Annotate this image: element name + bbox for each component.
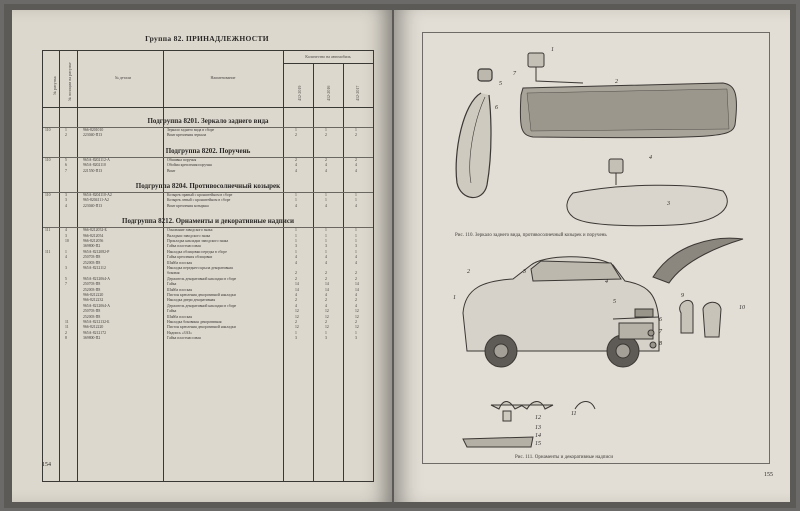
cell-qty-3: 4 (355, 260, 357, 265)
cell-pos: 10 (65, 239, 69, 243)
cell-qty-1: 4 (295, 168, 297, 173)
callout-111-11: 11 (571, 411, 577, 417)
cell-name: Гайка пластмассовая (167, 244, 201, 249)
cell-qty-2: 2 (325, 298, 327, 303)
cell-fig: 110 (45, 193, 51, 197)
header-part: № детали (114, 75, 132, 80)
cell-qty-2: 2 (325, 157, 327, 162)
table-row (43, 266, 373, 271)
cell-qty-1: 1 (295, 249, 297, 254)
header-name: Наименование (210, 75, 236, 80)
cell-qty-1: 14 (295, 282, 299, 287)
cell-qty-1: 3 (295, 244, 297, 249)
cell-fig: 111 (45, 228, 51, 233)
parts-table (42, 50, 374, 482)
cell-qty-3: 3 (355, 336, 357, 341)
cell-name: Держатель декоративной накладки в сборе (167, 303, 237, 308)
cell-qty-1: 1 (295, 128, 297, 132)
cell-qty-1: 1 (295, 239, 297, 243)
cell-qty-3: 2 (355, 298, 357, 303)
cell-qty-3: 1 (355, 193, 357, 197)
cell-qty-1: 1 (295, 228, 297, 233)
cell-part: 966-8212054 (83, 233, 104, 238)
cell-qty-2: 2 (325, 320, 327, 324)
cell-qty-1: 2 (295, 271, 297, 276)
cell-name: Винт (167, 168, 176, 173)
cell-pos: 8 (65, 336, 67, 341)
cell-name: Обойма крепления поручня (167, 163, 212, 168)
cell-pos: 4 (65, 228, 67, 233)
cell-qty-1: 1 (295, 330, 297, 335)
cell-fig: 110 (45, 157, 51, 162)
cell-name: Гайка пластмассовая (167, 336, 201, 341)
cell-part: 965А-8212082-Р (83, 249, 110, 254)
cell-pos: 2 (65, 330, 67, 335)
cell-qty-3: 12 (355, 325, 359, 330)
cell-qty-2: 14 (325, 287, 329, 292)
cell-qty-2: 1 (325, 128, 327, 132)
cell-qty-1: 1 (295, 193, 297, 197)
cell-name: Шайба плоская (167, 287, 192, 292)
cell-part: 965А-8212132-Б (83, 320, 110, 324)
cell-part: 965А-8212064-А (83, 303, 110, 308)
cell-qty-3: 12 (355, 309, 359, 314)
table-row (43, 277, 373, 282)
callout-111-6: 6 (659, 317, 662, 323)
table-row (43, 293, 373, 298)
callout-110-7: 7 (513, 71, 516, 77)
cell-pos: 4 (65, 255, 67, 260)
cell-part: 966-8212220 (83, 293, 104, 297)
cell-name: Пистон крепления декоративной накладки (167, 325, 236, 330)
subgroup-title: Подгруппа 8202. Поручень (165, 146, 251, 155)
table-row (43, 309, 373, 314)
table-row (43, 133, 373, 138)
cell-qty-2: 2 (325, 271, 327, 276)
cell-part: 221550-П13 (83, 168, 103, 173)
cell-pos: 11 (65, 325, 69, 330)
callout-111-14: 14 (535, 433, 541, 439)
cell-qty-3: 1 (355, 330, 357, 335)
open-book (4, 4, 796, 508)
table-row (43, 198, 373, 203)
cell-qty-3: 14 (355, 282, 359, 287)
subgroup-title: Подгруппа 8204. Противосолнечный козырек (135, 182, 281, 190)
cell-name: Обшивка поручня (167, 157, 197, 162)
table-row (43, 193, 373, 198)
cell-pos: 7 (65, 282, 67, 287)
table-row (43, 261, 373, 266)
header-pos: № позиции на рисунке (67, 62, 72, 101)
cell-name: Пистон крепления декоративной накладки (167, 293, 236, 297)
cell-qty-1: 12 (295, 325, 299, 330)
cell-qty-3: 4 (355, 163, 357, 168)
cell-qty-2: 12 (325, 309, 329, 314)
ornament-illustration (635, 238, 743, 348)
cell-name: Накладка двери декоративная (167, 298, 216, 303)
cell-part: 250703-П8 (83, 282, 101, 287)
cell-qty-2: 4 (325, 260, 327, 265)
cell-name: Прокладка накладки заводского знака (167, 239, 229, 243)
table-row (43, 304, 373, 309)
cell-qty-3: 4 (355, 303, 357, 308)
table-row (43, 158, 373, 163)
cell-qty-1: 1 (295, 198, 297, 203)
group-title: Группа 82. ПРИНАДЛЕЖНОСТИ (145, 34, 269, 43)
table-row (43, 331, 373, 336)
cell-name: Держатель декоративной накладки в сборе (167, 276, 237, 281)
cell-qty-1: 2 (295, 320, 297, 324)
header-fig: № рисунка (52, 76, 57, 95)
cell-part: 965А-8212172 (83, 330, 106, 335)
cell-qty-2: 4 (325, 203, 327, 208)
cell-pos: 3 (65, 266, 67, 270)
cell-part: 252003-П8 (83, 314, 101, 319)
cell-pos: 3 (65, 233, 67, 238)
cell-qty-1: 14 (295, 287, 299, 292)
callout-110-6: 6 (495, 105, 498, 111)
cell-part: 965А-8202112-А (83, 157, 110, 162)
page-number-right: 155 (764, 472, 773, 478)
cell-pos: 6 (65, 163, 67, 168)
cell-qty-3: 12 (355, 314, 359, 319)
table-header (43, 51, 373, 108)
cell-qty-3: 4 (355, 203, 357, 208)
table-row (43, 298, 373, 303)
cell-qty-2: 1 (325, 228, 327, 233)
callout-111-2: 2 (467, 269, 470, 275)
page-number-left: 154 (42, 462, 51, 468)
table-row (43, 282, 373, 287)
cell-name: Козырек левый с кронштейном в сборе (167, 198, 231, 203)
cell-name: Накладка переднего крыла декоративная (167, 266, 233, 270)
cell-qty-1: 4 (295, 303, 297, 308)
cell-qty-2: 12 (325, 314, 329, 319)
callout-111-5: 5 (613, 299, 616, 305)
cell-qty-1: 4 (295, 293, 297, 297)
table-row (43, 320, 373, 325)
clip-detail-illustration (463, 402, 595, 448)
cell-part: 965А-8212064-А (83, 276, 110, 281)
cell-name: боковая (167, 271, 180, 276)
cell-name: Винт крепления козырька (167, 203, 209, 208)
cell-part: 369800-П2 (83, 244, 101, 249)
cell-part: 252003-П8 (83, 287, 101, 292)
cell-part: 223040-П13 (83, 203, 103, 208)
callout-111-9: 9 (681, 293, 684, 299)
cell-qty-3: 2 (355, 320, 357, 324)
cell-qty-1: 2 (295, 133, 297, 138)
callout-110-1: 1 (551, 47, 554, 53)
table-row (43, 250, 373, 255)
cell-qty-2: 1 (325, 233, 327, 238)
cell-qty-2: 1 (325, 239, 327, 243)
cell-part: 965А-8202110 (83, 163, 106, 168)
cell-name: Козырек правый с кронштейном в сборе (167, 193, 233, 197)
cell-qty-3: 1 (355, 198, 357, 203)
cell-part: 250703-П8 (83, 255, 101, 260)
cell-part: 965-8204111-А2 (83, 198, 109, 203)
cell-part: 966-8201010 (83, 128, 104, 132)
cell-qty-3: 2 (355, 157, 357, 162)
cell-name: Гайка (167, 282, 177, 287)
callout-111-3: 3 (523, 269, 526, 275)
callout-110-3: 3 (667, 201, 670, 207)
table-row (43, 336, 373, 341)
cell-qty-2: 3 (325, 244, 327, 249)
cell-qty-2: 4 (325, 168, 327, 173)
cell-qty-3: 2 (355, 133, 357, 138)
header-model-3: 412-2017 (355, 85, 360, 101)
rearview-mirror-illustration (520, 53, 736, 138)
callout-111-15: 15 (535, 441, 541, 447)
parts-table-section (42, 34, 372, 456)
table-row (43, 271, 373, 276)
cell-pos: 1 (65, 128, 67, 132)
cell-qty-2: 12 (325, 325, 329, 330)
callout-110-2: 2 (615, 79, 618, 85)
cell-name: Надпись «ЗАЗ» (167, 330, 193, 335)
callout-111-1: 1 (453, 295, 456, 301)
table-row (43, 325, 373, 330)
cell-pos: 11 (65, 320, 69, 324)
cell-qty-1: 4 (295, 255, 297, 260)
table-row (43, 239, 373, 244)
illustrations (423, 33, 769, 463)
cell-qty-2: 1 (325, 330, 327, 335)
cell-part: 369800-П2 (83, 336, 101, 341)
cell-qty-2: 1 (325, 193, 327, 197)
cell-qty-1: 2 (295, 276, 297, 281)
cell-qty-1: 12 (295, 314, 299, 319)
cell-name: Винт крепления зеркала (167, 133, 207, 138)
table-row (43, 228, 373, 233)
table-row (43, 234, 373, 239)
cell-qty-1: 3 (295, 336, 297, 341)
cell-part: 965А-8212112 (83, 266, 106, 270)
cell-name: Накладка боковины декоративная (167, 320, 222, 324)
table-row (43, 288, 373, 293)
callout-111-12: 12 (535, 415, 541, 421)
cell-qty-2: 1 (325, 249, 327, 254)
cell-name: Зеркало заднего вида в сборе (167, 128, 215, 132)
cell-qty-3: 4 (355, 293, 357, 297)
cell-name: Шайба плоская (167, 260, 192, 265)
cell-qty-3: 4 (355, 255, 357, 260)
cell-name: Гайка (167, 309, 177, 314)
cell-pos: 3 (65, 198, 67, 203)
grab-handle-illustration (456, 69, 492, 198)
cell-name: Гайка крепления облицовки (167, 255, 213, 260)
table-row (43, 255, 373, 260)
cell-pos: 5 (65, 276, 67, 281)
callout-111-4: 4 (605, 279, 608, 285)
cell-qty-2: 14 (325, 282, 329, 287)
cell-part: 250703-П8 (83, 309, 101, 314)
cell-qty-2: 2 (325, 133, 327, 138)
table-row (43, 169, 373, 174)
right-page (394, 10, 790, 502)
table-row (43, 128, 373, 133)
cell-qty-3: 1 (355, 228, 357, 233)
cell-qty-3: 2 (355, 271, 357, 276)
cell-part: 252003-П8 (83, 260, 101, 265)
cell-pos: 7 (65, 168, 67, 173)
cell-pos: 3 (65, 193, 67, 197)
cell-qty-3: 1 (355, 249, 357, 254)
cell-qty-2: 4 (325, 303, 327, 308)
cell-name: Шайба плоская (167, 314, 192, 319)
figure-110-caption: Рис. 110. Зеркало заднего вида, противосолнечный козырек и поручень (455, 233, 607, 238)
cell-qty-3: 1 (355, 239, 357, 243)
car-illustration (463, 257, 659, 367)
table-row (43, 204, 373, 209)
cell-qty-1: 1 (295, 233, 297, 238)
cell-qty-3: 1 (355, 233, 357, 238)
subgroup-title: Подгруппа 8212. Орнаменты и декоративные надписи (122, 217, 294, 226)
cell-qty-1: 2 (295, 157, 297, 162)
callout-111-13: 13 (535, 425, 541, 431)
cell-qty-1: 2 (295, 298, 297, 303)
cell-pos: 2 (65, 133, 67, 138)
cell-pos: 4 (65, 203, 67, 208)
cell-qty-1: 4 (295, 203, 297, 208)
cell-part: 966-8212232 (83, 298, 104, 303)
cell-part: 966-8212220 (83, 325, 104, 330)
cell-part: 966-8212052-Б (83, 228, 107, 233)
cell-name: Основание заводского знака (167, 228, 213, 233)
cell-part: 223040-П13 (83, 133, 103, 138)
cell-qty-3: 1 (355, 128, 357, 132)
subgroup-title: Подгруппа 8201. Зеркало заднего вида (147, 117, 269, 125)
cell-qty-3: 4 (355, 168, 357, 173)
cell-part: 965А-8204110-А2 (83, 193, 112, 197)
illustration-frame (422, 32, 770, 464)
cell-qty-2: 4 (325, 163, 327, 168)
header-qty: Количество на автомобиль (305, 54, 351, 59)
cell-pos: 5 (65, 157, 67, 162)
callout-110-4: 4 (649, 155, 652, 161)
callout-110-5: 5 (499, 81, 502, 87)
cell-qty-1: 4 (295, 260, 297, 265)
cell-pos: 1 (65, 249, 67, 254)
cell-qty-2: 4 (325, 293, 327, 297)
cell-qty-3: 14 (355, 287, 359, 292)
cell-qty-2: 3 (325, 336, 327, 341)
cell-qty-2: 2 (325, 276, 327, 281)
callout-111-7: 7 (659, 329, 662, 335)
cell-qty-1: 12 (295, 309, 299, 314)
figure-111-caption: Рис. 111. Орнаменты и декоративные надписи (515, 455, 614, 460)
cell-part: 966-8212056 (83, 239, 104, 243)
table-row (43, 244, 373, 249)
callout-111-8: 8 (659, 341, 662, 347)
cell-fig: 110 (45, 128, 51, 132)
left-page (12, 10, 392, 502)
header-model-1: 412-2019 (297, 85, 302, 101)
header-model-2: 412-2016 (326, 85, 331, 101)
cell-name: Вкладыш заводского знака (167, 233, 211, 238)
table-row (43, 315, 373, 320)
cell-qty-3: 2 (355, 276, 357, 281)
cell-qty-2: 4 (325, 255, 327, 260)
cell-qty-2: 1 (325, 198, 327, 203)
cell-qty-3: 3 (355, 244, 357, 249)
table-row (43, 163, 373, 168)
cell-name: Накладка облицовки передка в сборе (167, 249, 227, 254)
callout-111-10: 10 (739, 305, 745, 311)
cell-fig: 111 (45, 249, 51, 254)
cell-qty-1: 4 (295, 163, 297, 168)
sun-visor-illustration (567, 159, 727, 226)
